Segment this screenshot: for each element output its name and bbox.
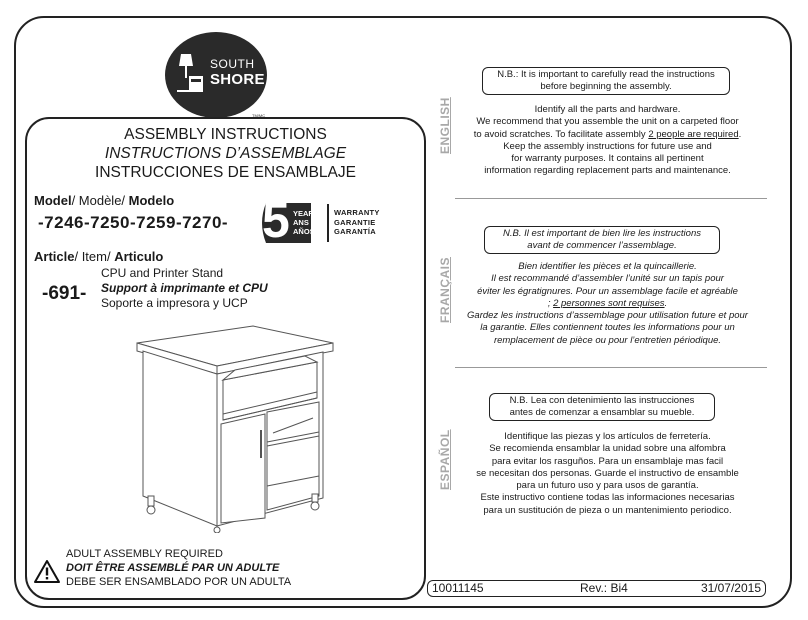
warranty-years-en: YEARS [293,209,319,218]
spanish-nb-box [489,393,715,421]
french-line: la garantie. Elles contiennent toutes les informations pour un [480,322,735,334]
model-label-en: Model [34,193,72,208]
section-divider [455,367,767,368]
tab-english: ENGLISH [438,97,452,154]
french-line: Gardez les instructions d’assemblage pour utilisation future et pour [467,310,748,322]
spanish-line: Se recomienda ensamblar la unidad sobre una alfombra [489,443,726,455]
english-paragraph [455,104,760,178]
french-line: éviter les égratignures. Pour un assemblage facile et agréable [477,285,738,297]
model-label-fr: / Modèle/ [71,193,129,208]
spanish-line: para un sustitución de pieza o un mantenimiento periodico. [483,504,732,516]
logo-text-shore: SHORE [210,71,265,88]
document-footer [427,580,766,597]
article-label-en: Article [34,249,75,264]
article-desc-en: CPU and Printer Stand [101,266,224,280]
spanish-paragraph [455,431,760,517]
warranty-en: WARRANTY [334,208,380,217]
french-line [455,298,760,310]
title-spanish: INSTRUCCIONES DE ENSAMBLAJE [95,164,356,181]
model-label [34,193,174,208]
trademark-note: TM/MC [252,113,266,118]
french-line: Bien identifier les pièces et la quincaillerie. [518,261,697,272]
english-nb-line2: before beginning the assembly. [540,81,672,92]
two-people-required: 2 people are required [648,128,739,140]
warranty-years-es: AÑOS [293,227,315,236]
article-description [101,266,268,311]
revision: Rev.: Bi4 [580,581,628,595]
model-label-es: Modelo [128,193,175,208]
cpu-stand-illustration [135,318,335,533]
spanish-nb-line2: antes de comenzar a ensamblar su mueble. [509,407,695,418]
english-nb-box [482,67,730,95]
english-nb-line1: N.B.: It is important to carefully read the instructions [497,69,715,80]
tab-french: FRANÇAIS [438,257,452,323]
english-line: information regarding replacement parts and maintenance. [484,165,731,177]
french-nb-line1: N.B. Il est important de bien lire les instructions [502,228,701,239]
revision-date: 31/07/2015 [700,581,761,595]
article-label-fr: / Item/ [74,249,115,264]
english-line [455,129,760,141]
adult-warning-en: ADULT ASSEMBLY REQUIRED [66,548,223,560]
article-label [34,249,163,264]
spanish-line: para un futuro uso y para usos de garantía. [516,480,699,492]
english-line: for warranty purposes. It contains all pertinent [511,153,704,165]
tab-spanish: ESPAÑOL [438,429,452,490]
english-text: . [738,128,742,140]
english-line: Keep the assembly instructions for future use and [503,140,712,152]
article-desc-fr: Support à imprimante et CPU [101,281,268,295]
article-label-es: Articulo [114,249,164,264]
warranty-years-label [293,209,319,236]
english-text: to avoid scratches. To facilitate assembly [473,128,649,140]
adult-warning-fr: DOIT ÊTRE ASSEMBLÉ PAR UN ADULTE [66,562,280,574]
warranty-label [334,208,380,237]
adult-warning-es: DEBE SER ENSAMBLADO POR UN ADULTA [66,576,292,588]
warning-icon [33,559,61,584]
document-title [25,125,426,182]
logo-text-south: SOUTH [210,57,255,71]
spanish-line: Este instructivo contiene todas las informaciones necesarias [480,492,735,504]
warranty-fr: GARANTIE [334,217,376,227]
lamp-icon [175,52,205,96]
french-text: . [664,297,668,309]
french-line: Il est recommandé d’assembler l’unité sur un tapis pour [491,273,724,285]
warranty-years-number: 5 [262,192,290,248]
article-number: -691- [42,283,87,304]
english-line: Identify all the parts and hardware. [534,104,681,115]
article-desc-es: Soporte a impresora y UCP [101,296,248,310]
document-code: 10011145 [432,581,484,595]
spanish-nb-line1: N.B. Lea con detenimiento las instrucciones [509,395,695,406]
warranty-divider [327,204,329,242]
model-numbers: -7246-7250-7259-7270- [38,213,229,232]
section-divider [455,198,767,199]
warranty-years-fr: ANS [293,218,309,227]
south-shore-logo [165,32,267,118]
french-text: ; [547,297,554,309]
french-paragraph [455,261,760,347]
french-nb-line2: avant de commencer l’assemblage. [527,240,677,251]
french-nb-box [484,226,720,254]
english-line: We recommend that you assemble the unit on a carpeted floor [476,116,739,128]
spanish-line: Identifique las piezas y los artículos de ferretería. [504,431,711,442]
two-persons-required: 2 personnes sont requises [553,297,665,309]
spanish-line: para evitar los rasguños. Para un ensamblaje mas facil [491,455,724,467]
adult-assembly-warning [66,547,291,589]
spanish-line: se necesitan dos personas. Guarde el instructivo de ensamble [476,467,739,479]
title-english: ASSEMBLY INSTRUCTIONS [124,126,327,143]
title-french: INSTRUCTIONS D’ASSEMBLAGE [104,145,347,162]
french-line: remplacement de pièce ou pour l’entretien périodique. [493,334,722,346]
warranty-es: GARANTÍA [334,227,376,236]
